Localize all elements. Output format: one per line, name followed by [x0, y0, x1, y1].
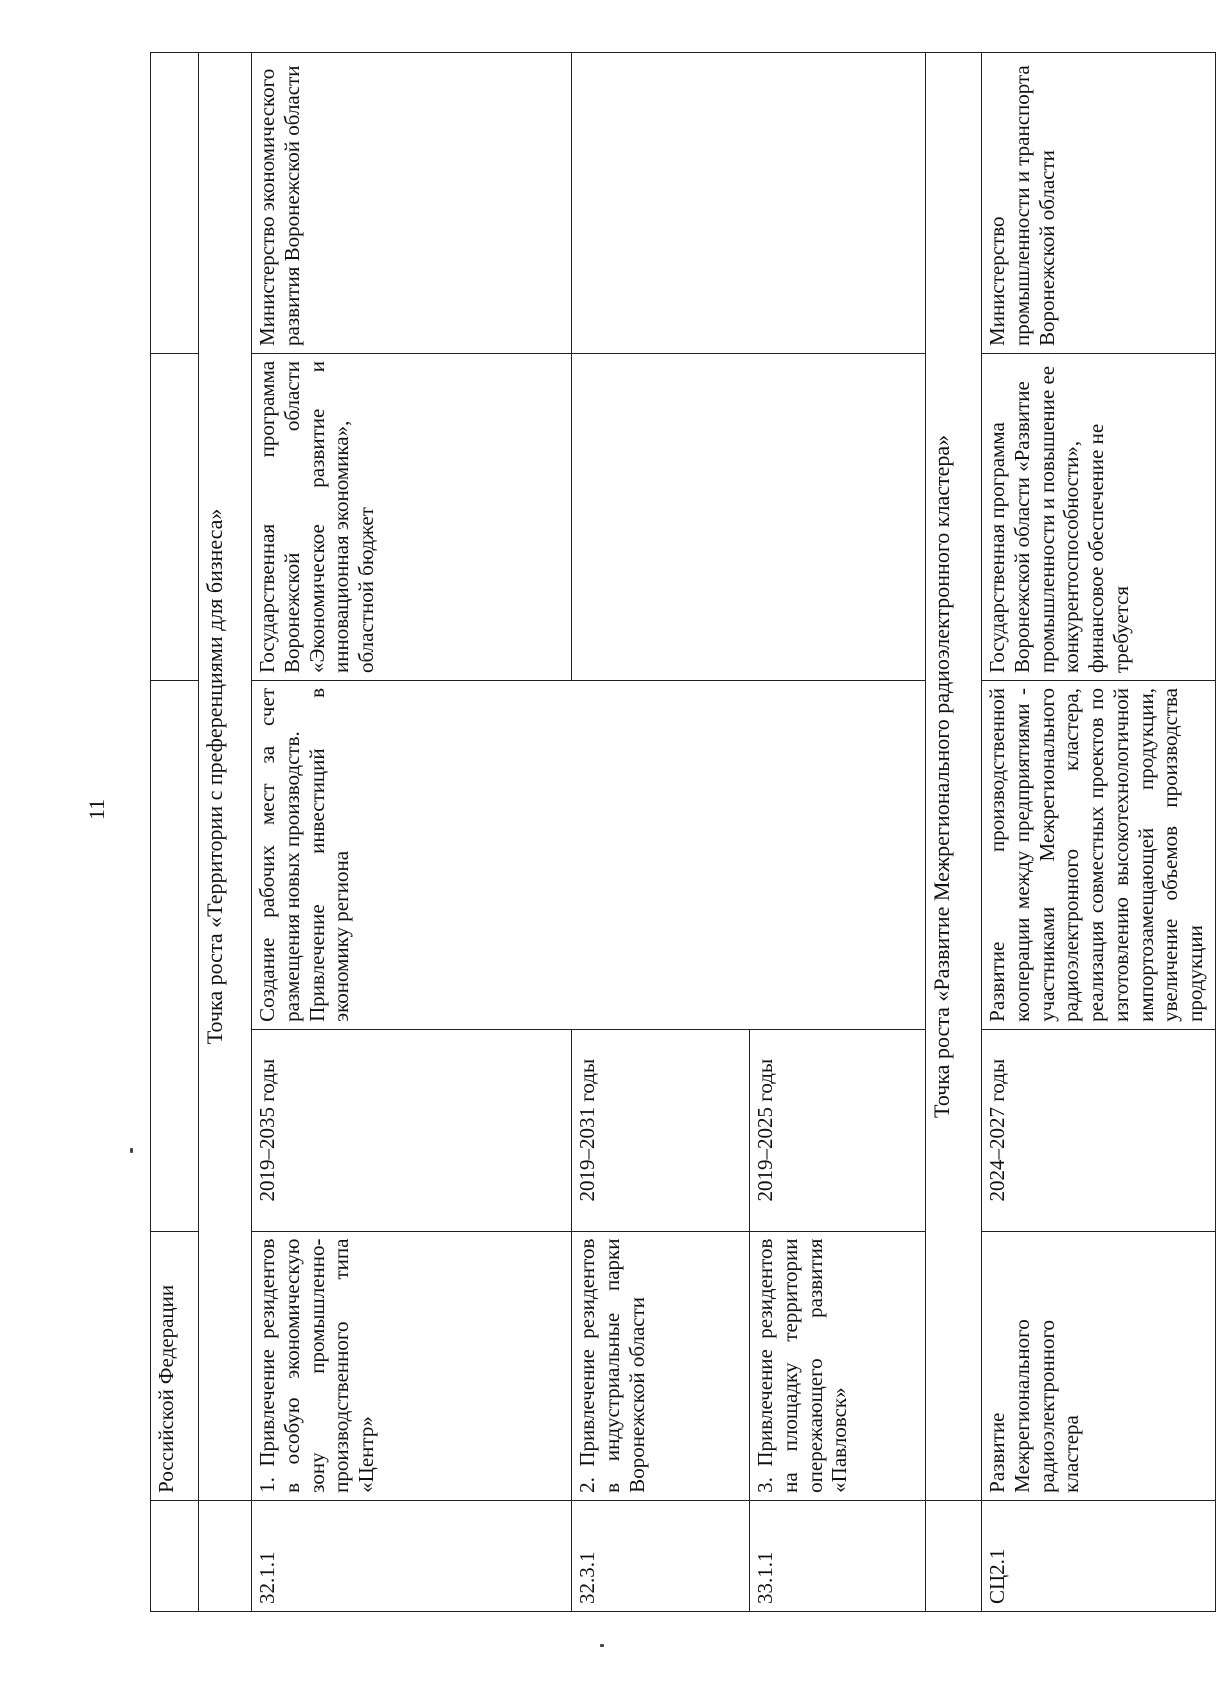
row-event: Развитие Межрегионального радиоэлектронного кластера	[982, 1231, 1216, 1500]
row-executor: Министерство промышленности и транспорта Воронежской области	[982, 53, 1216, 354]
row-period: 2024–2027 годы	[982, 1029, 1216, 1231]
country-cell: Российской Федерации	[151, 1231, 199, 1500]
section-title: Точка роста «Территории с преференциями для бизнеса»	[199, 53, 252, 1501]
section-heading-row	[199, 53, 252, 1612]
row-period: 2019–2025 годы	[750, 1029, 926, 1231]
scan-speck	[600, 1644, 604, 1647]
row-event: 1. Привлечение резидентов в особую экономическую зону промышленно-производственного типа «Центр»	[252, 1231, 572, 1500]
row-code: СЦ2.1	[982, 1500, 1216, 1611]
row-source: Государственная программа Воронежской области «Экономическое развитие и инновационная экономика», областной бюджет	[252, 353, 572, 680]
row-period: 2019–2031 годы	[572, 1029, 750, 1231]
row-result: Развитие производственной кооперации между предприятиями - участниками Межрегионального радиоэлектронного кластера, реализация совместных проектов по изготовлению высокотехнологичной импортозамещающей продукции, увеличение объемов производства продукции	[982, 681, 1216, 1030]
events-table	[150, 52, 1216, 1612]
page-number: 11	[84, 798, 109, 820]
section-title: Точка роста «Развитие Межрегионального радиоэлектронного кластера»	[926, 53, 982, 1501]
row-code: 33.1.1	[750, 1500, 926, 1611]
row-executor: Министерство экономического развития Воронежской области	[252, 53, 572, 354]
header-continuation-row	[151, 53, 199, 1612]
row-result: Создание рабочих мест за счет размещения новых производств. Привлечение инвестиций в экономику региона	[252, 681, 926, 1030]
row-period: 2019–2035 годы	[252, 1029, 572, 1231]
row-source: Государственная программа Воронежской области «Развитие промышленности и повышение ее конкурентоспособности», финансовое обеспечение не требуется	[982, 353, 1216, 680]
section-heading-row	[926, 53, 982, 1612]
row-code: 32.1.1	[252, 1500, 572, 1611]
rotated-table-container	[150, 52, 1215, 1612]
row-code: 32.3.1	[572, 1500, 750, 1611]
table-row	[982, 53, 1216, 1612]
table-row	[252, 53, 572, 1612]
row-event: 3. Привлечение резидентов на площадку территории опережающего развития «Павловск»	[750, 1231, 926, 1500]
row-event: 2. Привлечение резидентов в индустриальные парки Воронежской области	[572, 1231, 750, 1500]
scan-speck	[130, 1148, 133, 1153]
